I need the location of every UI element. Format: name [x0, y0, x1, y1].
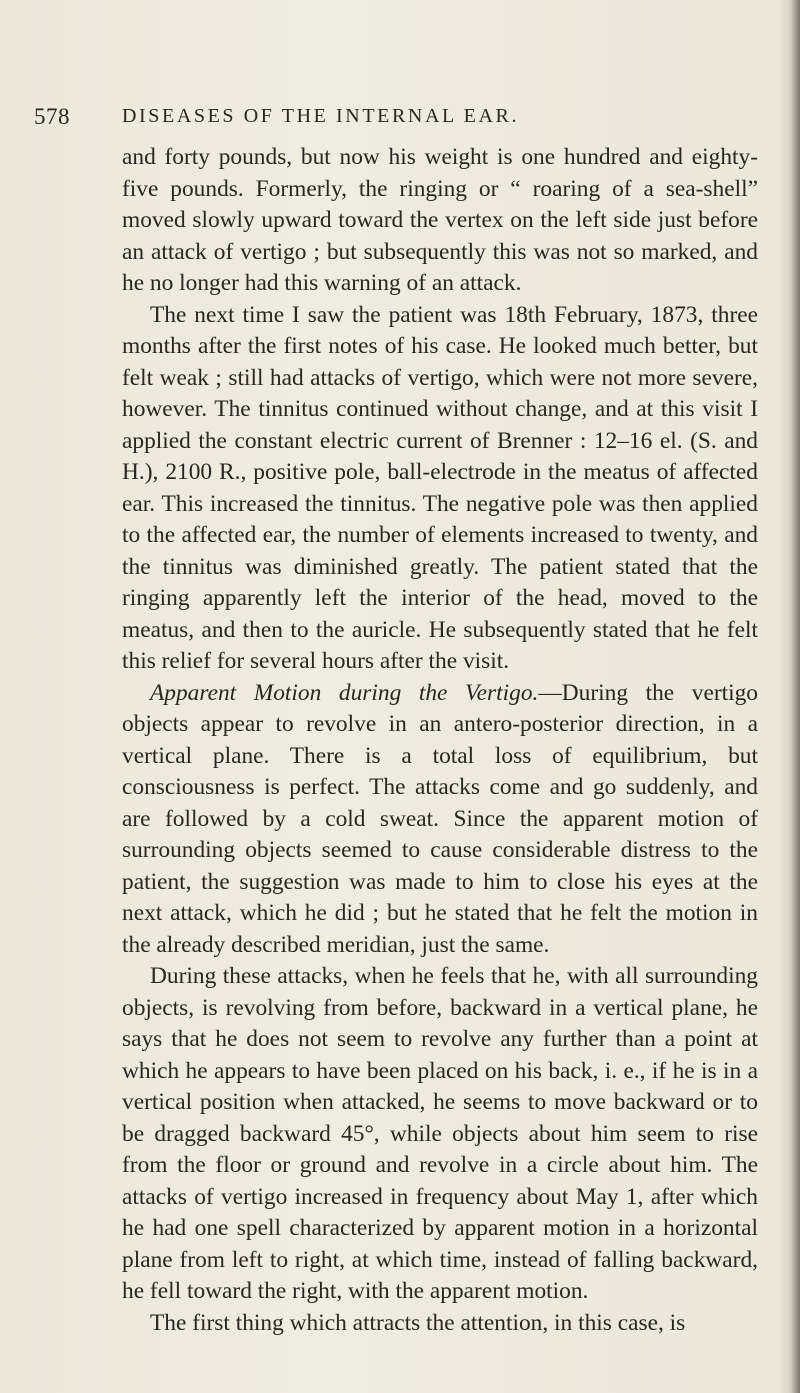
paragraph: The first thing which attracts the attention, in this case, is: [150, 1309, 686, 1336]
paragraph: and forty pounds, but now his weight is one hundred and eighty-five pounds. Formerly, the ringing or “ roaring of a sea-shell” moved slowly upward toward the vertex on the left side just before an attack of vertigo ; but subsequently this was not so marked, and he no longer had this warning of an attack.: [122, 144, 758, 296]
paragraph: During these attacks, when he feels that he, with all surrounding objects, is revolving from before, backward in a vertical plane, he says that he does not seem to revolve any further than a point at which he appears to have been placed on his back, i. e., if he is in a vertical position when attacked, he seems to move backward or to be dragged backward 45°, while objects about him seem to rise from the floor or ground and revolve in a circle about him. The attacks of vertigo increased in frequency about May 1, after which he had one spell characterized by apparent motion in a horizontal plane from left to right, at which time, instead of falling backward, he fell toward the right, with the apparent motion.: [122, 963, 758, 1304]
page-edge-shadow: [778, 0, 800, 1393]
running-head: DISEASES OF THE INTERNAL EAR.: [122, 105, 520, 127]
body-text: [122, 142, 758, 1339]
paragraph: The next time I saw the patient was 18th February, 1873, three months after the first notes of his case. He looked much better, but felt weak ; still had attacks of vertigo, which were not more severe, however. The tinnitus continued without change, and at this visit I applied the constant electric current of Brenner : 12–16 el. (S. and H.), 2100 R., positive pole, ball-electrode in the meatus of affected ear. This increased the tinnitus. The negative pole was then applied to the affected ear, the number of elements increased to twenty, and the tinnitus was diminished greatly. The patient stated that the ringing apparently left the interior of the head, moved to the meatus, and then to the auricle. He subsequently stated that he felt this relief for several hours after the visit.: [122, 301, 758, 674]
section-heading: Apparent Motion during the Vertigo.: [150, 679, 539, 706]
page-number: 578: [34, 104, 70, 129]
page-header: [34, 104, 760, 134]
paragraph-body: —During the vertigo objects appear to revolve in an antero-posterior direction, in a vertical plane. There is a total loss of equilibrium, but consciousness is perfect. The attacks come and go suddenly, and are followed by a cold sweat. Since the apparent motion of surrounding objects seemed to cause considerable distress to the patient, the suggestion was made to him to close his eyes at the next attack, which he did ; but he stated that he felt the motion in the already described meridian, just the same.: [122, 679, 759, 958]
paragraph-with-heading: [122, 678, 758, 962]
